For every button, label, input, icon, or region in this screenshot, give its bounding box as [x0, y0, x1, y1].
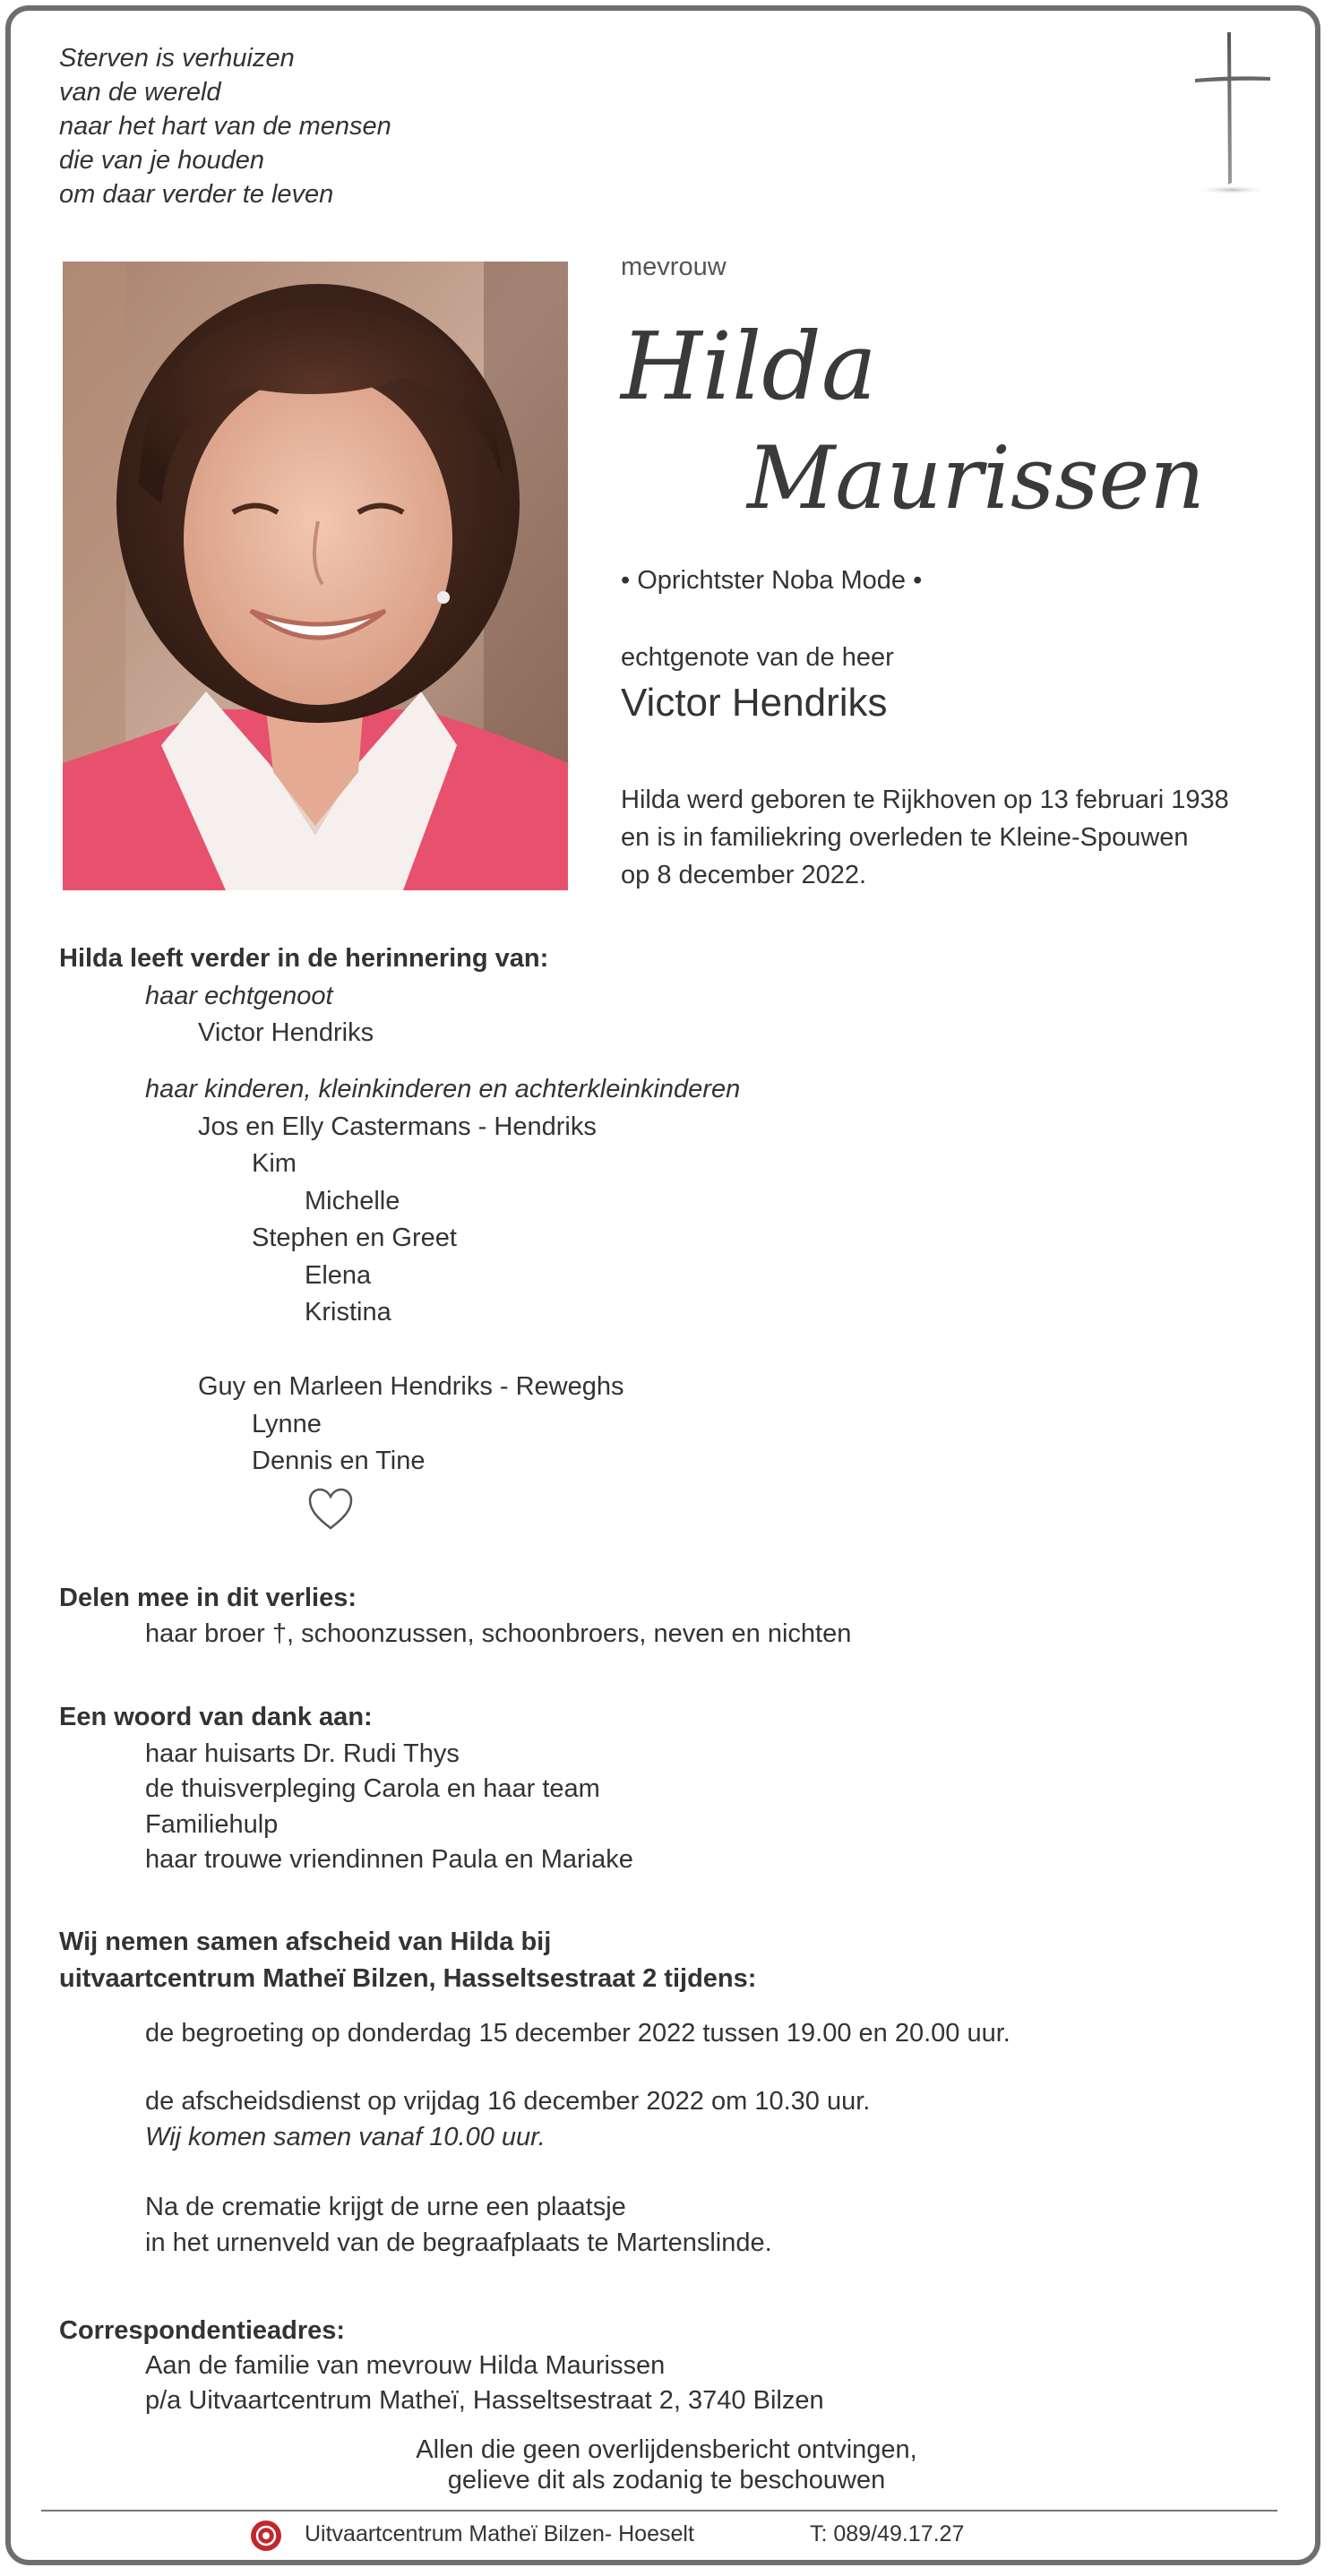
- closing-line: gelieve dit als zodanig te beschouwen: [447, 2466, 886, 2494]
- poem-line: om daar verder te leven: [59, 180, 334, 209]
- address-line: Aan de familie van mevrouw Hilda Maurissen: [145, 2351, 666, 2380]
- farewell-heading: Wij nemen samen afscheid van Hilda bij: [59, 1928, 552, 1956]
- family-name: Guy en Marleen Hendriks - Reweghs: [198, 1372, 624, 1401]
- portrait-photo: [63, 262, 568, 890]
- spouse-name: Victor Hendriks: [621, 681, 888, 725]
- children-label: haar kinderen, kleinkinderen en achterkleinkinderen: [145, 1075, 741, 1103]
- family-name: Jos en Elly Castermans - Hendriks: [198, 1112, 597, 1141]
- footer-company: Uitvaartcentrum Matheï Bilzen- Hoeselt: [305, 2521, 694, 2546]
- salutation: mevrouw: [621, 253, 727, 281]
- bio: [621, 781, 1229, 894]
- thanks-item: Familiehulp: [145, 1810, 279, 1839]
- family-member: Kristina: [305, 1298, 391, 1327]
- role: • Oprichtster Noba Mode •: [621, 566, 923, 595]
- closing-line: Allen die geen overlijdensbericht ontvingen,: [416, 2435, 917, 2464]
- poem-line: Sterven is verhuizen: [59, 44, 295, 73]
- thanks-item: haar huisarts Dr. Rudi Thys: [145, 1739, 460, 1768]
- farewell-heading: uitvaartcentrum Matheï Bilzen, Hasseltsestraat 2 tijdens:: [59, 1964, 757, 1993]
- cross-icon: [1191, 30, 1272, 201]
- address-line: p/a Uitvaartcentrum Matheï, Hasseltsestraat 2, 3740 Bilzen: [145, 2386, 824, 2415]
- memory-heading: Hilda leeft verder in de herinnering van:: [59, 944, 549, 973]
- footer-phone: T: 089/49.17.27: [810, 2521, 965, 2546]
- husband-name: Victor Hendriks: [198, 1018, 374, 1047]
- thanks-item: haar trouwe vriendinnen Paula en Mariake: [145, 1845, 633, 1874]
- poem-line: van de wereld: [59, 78, 221, 107]
- greeting-text: de begroeting op donderdag 15 december 2022 tussen 19.00 en 20.00 uur.: [145, 2019, 1010, 2048]
- poem-line: die van je houden: [59, 146, 264, 175]
- bio-line: op 8 december 2022.: [621, 861, 867, 889]
- bio-line: en is in familiekring overleden te Kleine-Spouwen: [621, 823, 1189, 852]
- correspondence-heading: Correspondentieadres:: [59, 2316, 346, 2345]
- family-member: Kim: [252, 1149, 297, 1178]
- husband-label: haar echtgenoot: [145, 982, 333, 1010]
- first-name: Hilda: [621, 312, 877, 421]
- loss-heading: Delen mee in dit verlies:: [59, 1584, 357, 1612]
- family-member: Michelle: [305, 1187, 400, 1215]
- gather-text: Wij komen samen vanaf 10.00 uur.: [145, 2123, 546, 2151]
- loss-text: haar broer †, schoonzussen, schoonbroers, neven en nichten: [145, 1619, 852, 1648]
- funeral-home-logo-icon: [249, 2519, 283, 2553]
- family-member: Elena: [305, 1261, 372, 1290]
- closing-note: [0, 2434, 1333, 2495]
- urn-text: in het urnenveld van de begraafplaats te Martenslinde.: [145, 2228, 772, 2257]
- family-member: Dennis en Tine: [252, 1447, 426, 1475]
- poem-line: naar het hart van de mensen: [59, 112, 391, 141]
- family-member: Stephen en Greet: [252, 1224, 457, 1252]
- family-member: Lynne: [252, 1410, 322, 1438]
- service-text: de afscheidsdienst op vrijdag 16 december 2022 om 10.30 uur.: [145, 2087, 871, 2116]
- bio-line: Hilda werd geboren te Rijkhoven op 13 februari 1938: [621, 786, 1229, 814]
- last-name: Maurissen: [747, 428, 1206, 528]
- heart-icon: [307, 1487, 354, 1532]
- thanks-item: de thuisverpleging Carola en haar team: [145, 1774, 600, 1803]
- thanks-heading: Een woord van dank aan:: [59, 1703, 373, 1731]
- urn-text: Na de crematie krijgt de urne een plaatsje: [145, 2193, 626, 2221]
- spouse-intro: echtgenote van de heer: [621, 643, 894, 672]
- footer-divider: [41, 2510, 1277, 2512]
- poem: [59, 41, 391, 211]
